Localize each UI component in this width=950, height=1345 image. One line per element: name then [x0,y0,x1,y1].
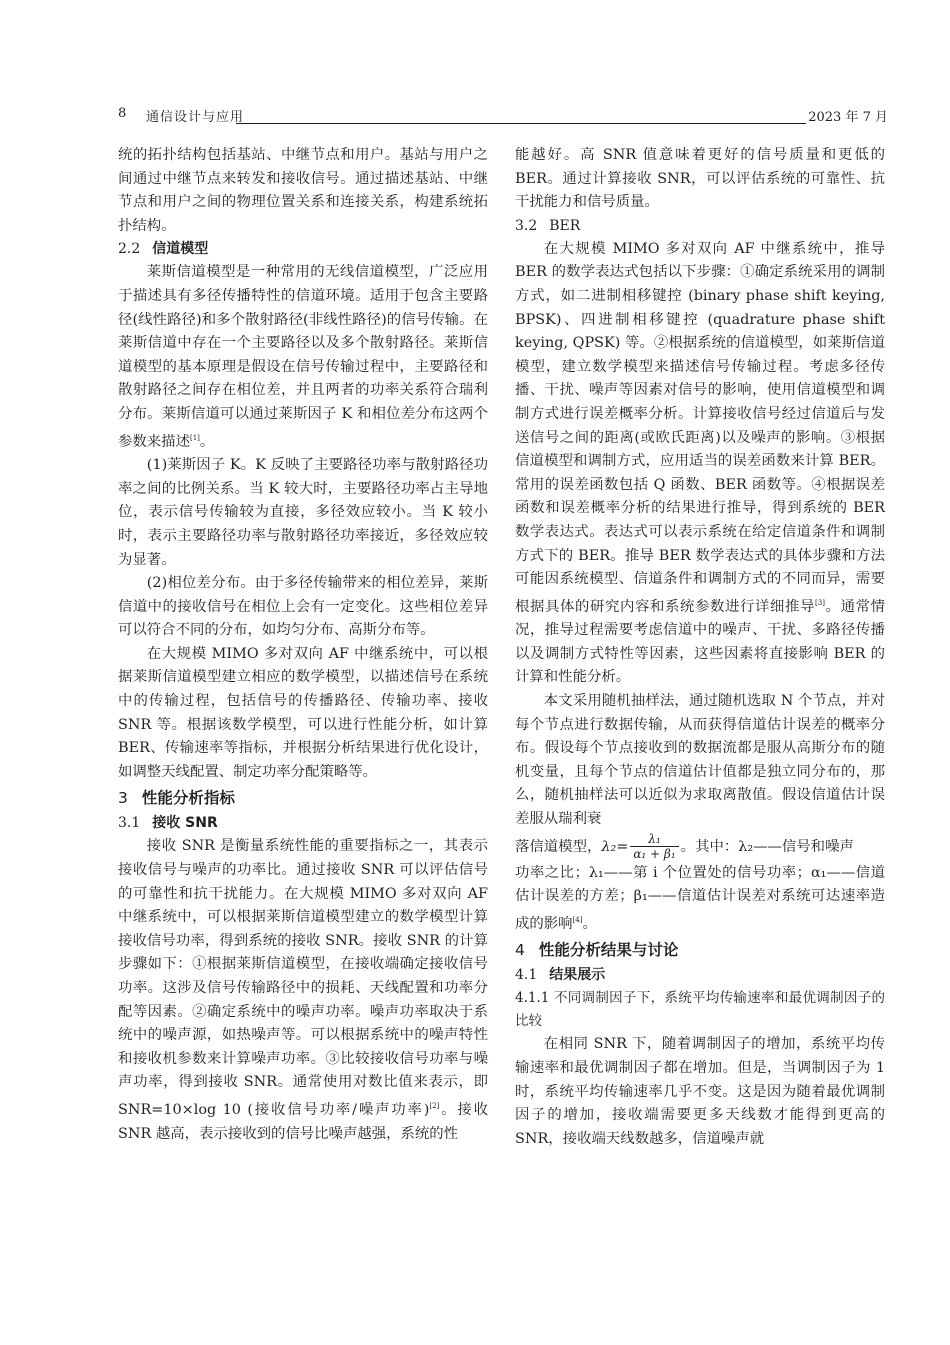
citation: [4] [572,915,583,924]
section-heading-3-1: 3.1 接收 SNR [118,815,218,832]
paragraph: 功率之比；λ₁——第 i 个位置处的信号功率；α₁——信道估计误差的方差；β₁——信道估计误差对系统可达速率造成的影响[4]。 [515,864,885,932]
paragraph: (2)相位差分布。由于多径传输带来的相位差异，莱斯信道中的接收信号在相位上会有一定变化。这些相位差异可以符合不同的分布，如均匀分布、高斯分布等。 [118,575,488,639]
formula-line: 落信道模型，λ₂= $\frac{\text{λ₁}}{\text{α₁ + β₁}}$ 。其中：λ₂——信号和噪声 [515,832,854,862]
issue-date: 2023 年 7 月 [808,110,888,125]
paragraph: 能越好。高 SNR 值意味着更好的信号质量和更低的 BER。通过计算接收 SNR，可以评估系统的可靠性、抗干扰能力和信号质量。 [515,147,885,211]
citation: [1] [189,433,200,442]
page-number: 8 [118,106,127,121]
right-column [515,144,885,1151]
paragraph: 接收 SNR 是衡量系统性能的重要指标之一，其表示接收信号与噪声的功率比。通过接收 SNR 可以评估信号的可靠性和抗干扰能力。在大规模 MIMO 多对双向 AF 中继系统中，可以根据莱斯信道模型建立的数学模型计算接收信号功率，得到系统的接收 SNR。接收 SNR 的计算步骤如下：①根据莱斯信道模型，在接收端确定接收信号功率。这涉及信号传输路径中的损耗、天线配置和功率分配等因素。②确定系统中的噪声功率。噪声功率取决于系统中的噪声源，如热噪声等。可以根据系统中的噪声特性和接收机参数来计算噪声功率。③比较接收信号功率与噪声功率，得到接收 SNR。通常使用对数比值来表示，即 SNR=10×log 10 (接收信号功率/噪声功率)[2]。接收 SNR 越高，表示接收到的信号比噪声越强，系统的性 [118,838,488,1142]
paragraph: 莱斯信道模型是一种常用的无线信道模型，广泛应用于描述具有多径传播特性的信道环境。适用于包含主要路径(线性路径)和多个散射路径(非线性路径)的信号传输。在莱斯信道中存在一个主要路径以及多个散射路径。莱斯信道模型的基本原理是假设在信号传输过程中，主要路径和散射路径之间存在相位差，并且两者的功率关系符合瑞利分布。莱斯信道可以通过莱斯因子 K 和相位差分布这两个参数来描述[1]。 [118,264,488,450]
header-rule [236,123,806,124]
section-heading-3: 3 性能分析指标 [118,789,235,808]
page-header [118,100,888,130]
citation: [2] [429,1101,440,1110]
paragraph: 统的拓扑结构包括基站、中继节点和用户。基站与用户之间通过中继节点来转发和接收信号。通过描述基站、中继节点和用户之间的物理位置关系和连接关系，构建系统拓扑结构。 [118,147,488,234]
section-heading-4-1-1: 4.1.1 不同调制因子下，系统平均传输速率和最优调制因子的比较 [515,990,885,1030]
paragraph: 在大规模 MIMO 多对双向 AF 中继系统中，推导 BER 的数学表达式包括以下步骤：①确定系统采用的调制方式，如二进制相移键控 (binary phase shift keying, BPSK)、四进制相移键控 (quadrature phase shift keying, QPSK) 等。②根据系统的信道模型，如莱斯信道模型，建立数学模型来描述信号传输过程。考虑多径传播、干扰、噪声等因素对信号的影响，使用信道模型和调制方式进行误差概率分析。计算接收信号经过信道后与发送信号之间的距离(或欧氏距离)以及噪声的影响。③根据信道模型和调制方式，应用适当的误差函数来计算 BER。常用的误差函数包括 Q 函数、BER 函数等。④根据误差函数和误差概率分析的结果进行推导，得到系统的 BER 数学表达式。表达式可以表示系统在给定信道条件和调制方式下的 BER。推导 BER 数学表达式的具体步骤和方法可能因系统模型、信道条件和调制方式的不同而异，需要根据具体的研究内容和系统参数进行详细推导[3]。通常情况，推导过程需要考虑信道中的噪声、干扰、多路径传播以及调制方式特性等因素，这些因素将直接影响 BER 的计算和性能分析。 [515,240,885,686]
section-heading-4: 4 性能分析结果与讨论 [515,941,679,960]
citation: [3] [815,598,825,607]
paragraph: 本文采用随机抽样法，通过随机选取 N 个节点，并对每个节点进行数据传输，从而获得信道估计误差的概率分布。假设每个节点接收到的数据流都是服从高斯分布的随机变量，且每个节点的信道估计值都是独立同分布的，那么，随机抽样法可以近似为求取离散值。假设信道估计误差服从瑞利衰 [515,693,885,828]
formula-fraction: $\frac{\text{λ₁}}{\text{α₁ + β₁}}$ [630,832,678,861]
section-heading-4-1: 4.1 结果展示 [515,967,606,984]
left-column [118,144,488,1146]
section-heading-3-2: 3.2 BER [515,217,581,234]
journal-title: 通信设计与应用 [146,110,245,125]
formula-lhs: λ₂= [601,838,629,855]
section-heading-2-2: 2.2 信道模型 [118,241,209,258]
paragraph: 在相同 SNR 下，随着调制因子的增加，系统平均传输速率和最优调制因子都在增加。但是，当调制因子为 1 时，系统平均传输速率几乎不变。这是因为随着最优调制因子的增加，接收端需要更多天线数才能得到更高的 SNR，接收端天线数越多，信道噪声就 [515,1036,885,1147]
paragraph: (1)莱斯因子 K。K 反映了主要路径功率与散射路径功率之间的比例关系。当 K 较大时，主要路径功率占主导地位，表示信号传输较为直接，多径效应较小。当 K 较小时，表示主要路径功率与散射路径功率接近，多径效应较为显著。 [118,457,488,568]
paragraph: 在大规模 MIMO 多对双向 AF 中继系统中，可以根据莱斯信道模型建立相应的数学模型，以描述信号在系统中的传输过程，包括信号的传播路径、传输功率、接收 SNR 等。根据该数学模型，可以进行性能分析，如计算 BER、传输速率等指标，并根据分析结果进行优化设计，如调整天线配置、制定功率分配策略等。 [118,645,488,780]
